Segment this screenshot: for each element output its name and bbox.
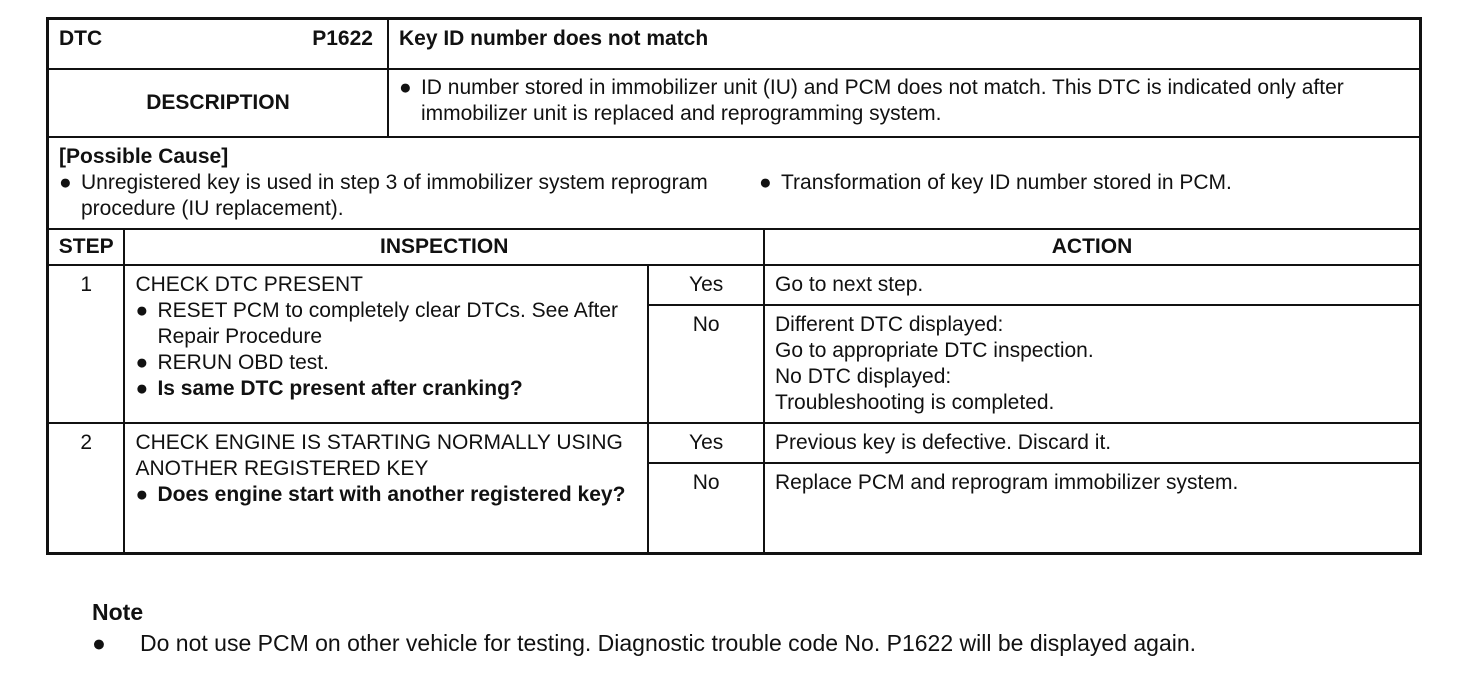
step-bullet: ● RERUN OBD test. (135, 351, 329, 374)
step-number: 1 (48, 265, 125, 423)
dtc-title: Key ID number does not match (388, 19, 1421, 70)
bullet-icon: ● (135, 483, 149, 506)
bullet-icon: ● (759, 171, 772, 194)
column-action: ACTION (764, 229, 1420, 265)
no-label: No (648, 463, 764, 554)
column-inspection: INSPECTION (124, 229, 764, 265)
column-step: STEP (48, 229, 125, 265)
possible-cause (48, 137, 1421, 229)
step-title: CHECK ENGINE IS STARTING NORMALLY USING ANOTHER REGISTERED KEY (135, 431, 623, 480)
step-title: CHECK DTC PRESENT (135, 273, 363, 296)
step-number: 2 (48, 423, 125, 554)
step-bullet: ● Is same DTC present after cranking? (135, 377, 523, 400)
step-bullet: ● Does engine start with another registered key? (135, 483, 626, 506)
step-inspection (124, 423, 648, 554)
dtc-code: P1622 (312, 27, 373, 50)
no-action: Replace PCM and reprogram immobilizer system. (764, 463, 1420, 554)
step-inspection (124, 265, 648, 423)
note-bullet: ● Do not use PCM on other vehicle for testing. Diagnostic trouble code No. P1622 will be displayed again. (92, 628, 1196, 659)
possible-cause-title: [Possible Cause] (59, 145, 229, 168)
yes-label: Yes (648, 423, 764, 463)
note-title: Note (92, 599, 144, 625)
header-row (48, 19, 1421, 70)
dtc-table (46, 17, 1422, 555)
yes-action: Previous key is defective. Discard it. (764, 423, 1420, 463)
bullet-icon: ● (398, 76, 412, 99)
description-text (388, 69, 1421, 137)
bullet-icon: ● (59, 171, 72, 194)
description-row (48, 69, 1421, 137)
no-action: Different DTC displayed: Go to appropriate DTC inspection. No DTC displayed: Troubleshooting is completed. (764, 305, 1420, 423)
possible-cause-row (48, 137, 1421, 229)
step-bullet: ● RESET PCM to completely clear DTCs. See After Repair Procedure (135, 299, 619, 348)
dtc-sheet (46, 17, 1422, 555)
column-header-row (48, 229, 1421, 265)
description-label: DESCRIPTION (48, 69, 388, 137)
dtc-label: DTC (59, 27, 103, 50)
dtc-code-cell (48, 19, 388, 70)
possible-cause-item: ● Unregistered key is used in step 3 of immobilizer system reprogram procedure (IU replacement). (59, 171, 708, 220)
bullet-icon: ● (92, 630, 106, 656)
possible-cause-item: ● Transformation of key ID number stored in PCM. (759, 170, 1409, 222)
yes-action: Go to next step. (764, 265, 1420, 305)
yes-label: Yes (648, 265, 764, 305)
bullet-icon: ● (135, 351, 149, 374)
description-bullet: ● ID number stored in immobilizer unit (IU) and PCM does not match. This DTC is indicated only after immobilizer unit is replaced and reprogramming system. (398, 76, 1344, 125)
no-label: No (648, 305, 764, 423)
note (92, 597, 1196, 659)
bullet-icon: ● (135, 299, 149, 322)
step-row (48, 423, 1421, 463)
bullet-icon: ● (135, 377, 149, 400)
step-row (48, 265, 1421, 305)
